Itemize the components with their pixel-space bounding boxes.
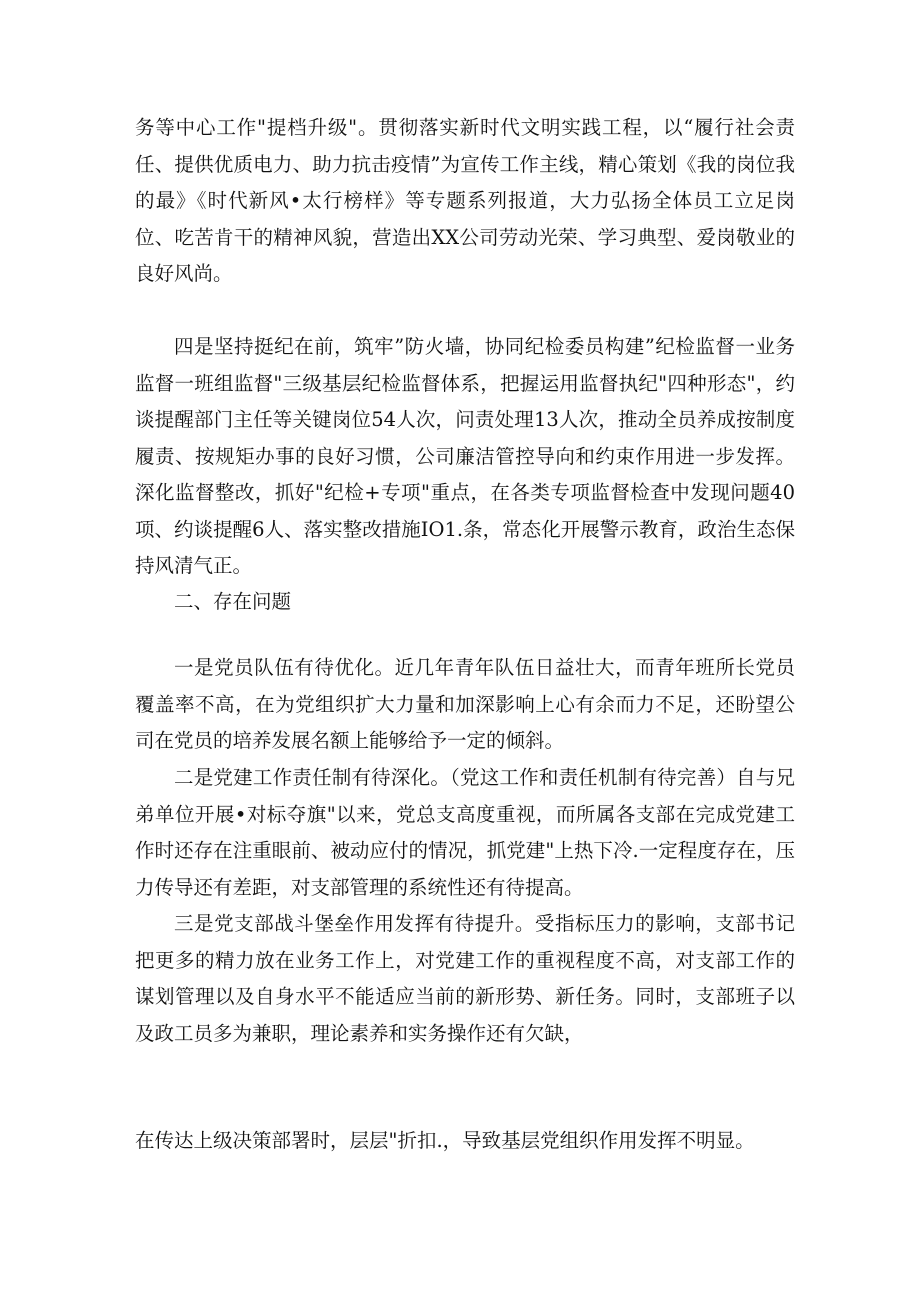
paragraph-party-member-team: 一是党员队伍有待优化。近几年青年队伍日益壮大，而青年班所长党员覆盖率不高，在为党组织扩大力量和加深影响上心有余而力不足，还盼望公司在党员的培养发展名额上能够给予一定的倾斜。 bbox=[135, 656, 795, 752]
paragraph-branch-role: 三是党支部战斗堡垒作用发挥有待提升。受指标压力的影响，支部书记把更多的精力放在业务工作上，对党建工作的重视程度不高，对支部工作的谋划管理以及自身水平不能适应当前的新形势、新任务。同时，支部班子以及政工员多为兼职，理论素养和实务操作还有欠缺， bbox=[135, 912, 795, 1045]
paragraph-discipline-supervision: 四是坚持挺纪在前，筑牢”防火墙，协同纪检委员构建”纪检监督一业务监督一班组监督"三级基层纪检监督体系，把握运用监督执纪"四种形态"，约谈提醒部门主任等关键岗位54人次，问责处理13人次，推动全员养成按制度履责、按规矩办事的良好习惯，公司廉洁管控导向和约束作用进一步发挥。深化监督整改，抓好"纪检+专项"重点，在各类专项监督检查中发现问题40项、约谈提醒6人、落实整改措施IO1.条，常态化开展警示教育，政治生态保持风清气正。 bbox=[135, 335, 795, 577]
paragraph-responsibility-system: 二是党建工作责任制有待深化。（党这工作和责任机制有待完善）自与兄弟单位开展•对标夺旗"以来，党总支高度重视，而所属各支部在完成党建工作时还存在注重眼前、被动应付的情况，抓党建"上热下冷.一定程度存在，压力传导还有差距，对支部管理的系统性还有待提高。 bbox=[135, 766, 795, 899]
paragraph-conclusion-line: 在传达上级决策部署时，层层"折扣.，导致基层党组织作用发挥不明显。 bbox=[135, 1129, 755, 1152]
section-heading-existing-problems: 二、存在问题 bbox=[174, 590, 292, 613]
paragraph-publicity-work: 务等中心工作"提档升级"。贯彻落实新时代文明实践工程，以“履行社会责任、提供优质电力、助力抗击疫情”为宣传工作主线，精心策划《我的岗位我的最》《时代新风•太行榜样》等专题系列报道，大力弘扬全体员工立足岗位、吃苦肯干的精神风貌，营造出XX公司劳动光荣、学习典型、爱岗敬业的良好风尚。 bbox=[135, 116, 795, 285]
